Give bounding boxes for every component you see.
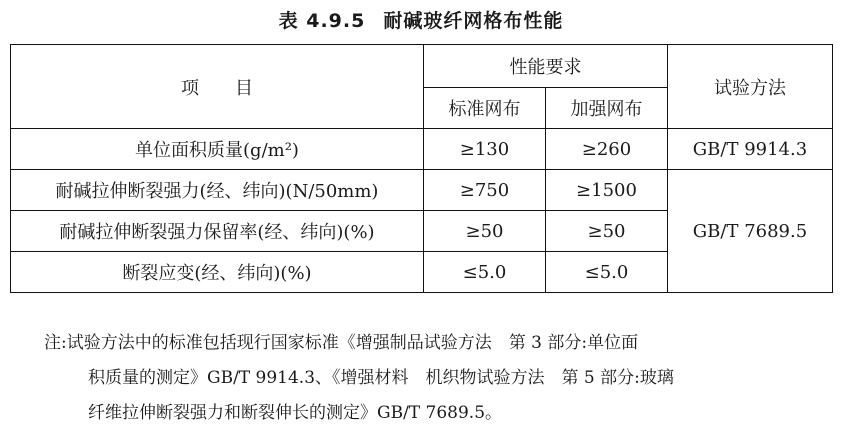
table-note — [44, 326, 834, 431]
row-test-method: GB/T 9914.3 — [668, 129, 833, 170]
row-reinforced-value: ≥50 — [546, 211, 668, 252]
row-item: 耐碱拉伸断裂强力(经、纬向)(N/50mm) — [11, 170, 424, 211]
row-test-method: GB/T 7689.5 — [668, 170, 833, 293]
table-row — [11, 170, 833, 211]
row-item: 断裂应变(经、纬向)(%) — [11, 252, 424, 293]
header-test-method: 试验方法 — [668, 45, 833, 129]
table-title — [0, 6, 842, 33]
table-number: 表 4.9.5 — [278, 10, 366, 32]
row-standard-value: ≥750 — [424, 170, 546, 211]
row-item: 耐碱拉伸断裂强力保留率(经、纬向)(%) — [11, 211, 424, 252]
table-row — [11, 129, 833, 170]
subheader-reinforced-mesh: 加强网布 — [546, 88, 668, 129]
note-line-2: 积质量的测定》GB/T 9914.3、《增强材料 机织物试验方法 第 5 部分:玻璃 — [88, 368, 674, 388]
row-reinforced-value: ≥260 — [546, 129, 668, 170]
table-caption: 耐碱玻纤网格布性能 — [383, 10, 564, 32]
row-standard-value: ≥130 — [424, 129, 546, 170]
row-reinforced-value: ≥1500 — [546, 170, 668, 211]
row-item: 单位面积质量(g/m²) — [11, 129, 424, 170]
header-item: 项 目 — [11, 45, 424, 129]
header-performance: 性能要求 — [424, 45, 668, 88]
note-line-1: 注:试验方法中的标准包括现行国家标准《增强制品试验方法 第 3 部分:单位面 — [44, 333, 639, 353]
subheader-standard-mesh: 标准网布 — [424, 88, 546, 129]
row-standard-value: ≤5.0 — [424, 252, 546, 293]
row-reinforced-value: ≤5.0 — [546, 252, 668, 293]
row-standard-value: ≥50 — [424, 211, 546, 252]
note-line-3: 纤维拉伸断裂强力和断裂伸长的测定》GB/T 7689.5。 — [88, 403, 503, 423]
performance-table — [10, 44, 833, 293]
